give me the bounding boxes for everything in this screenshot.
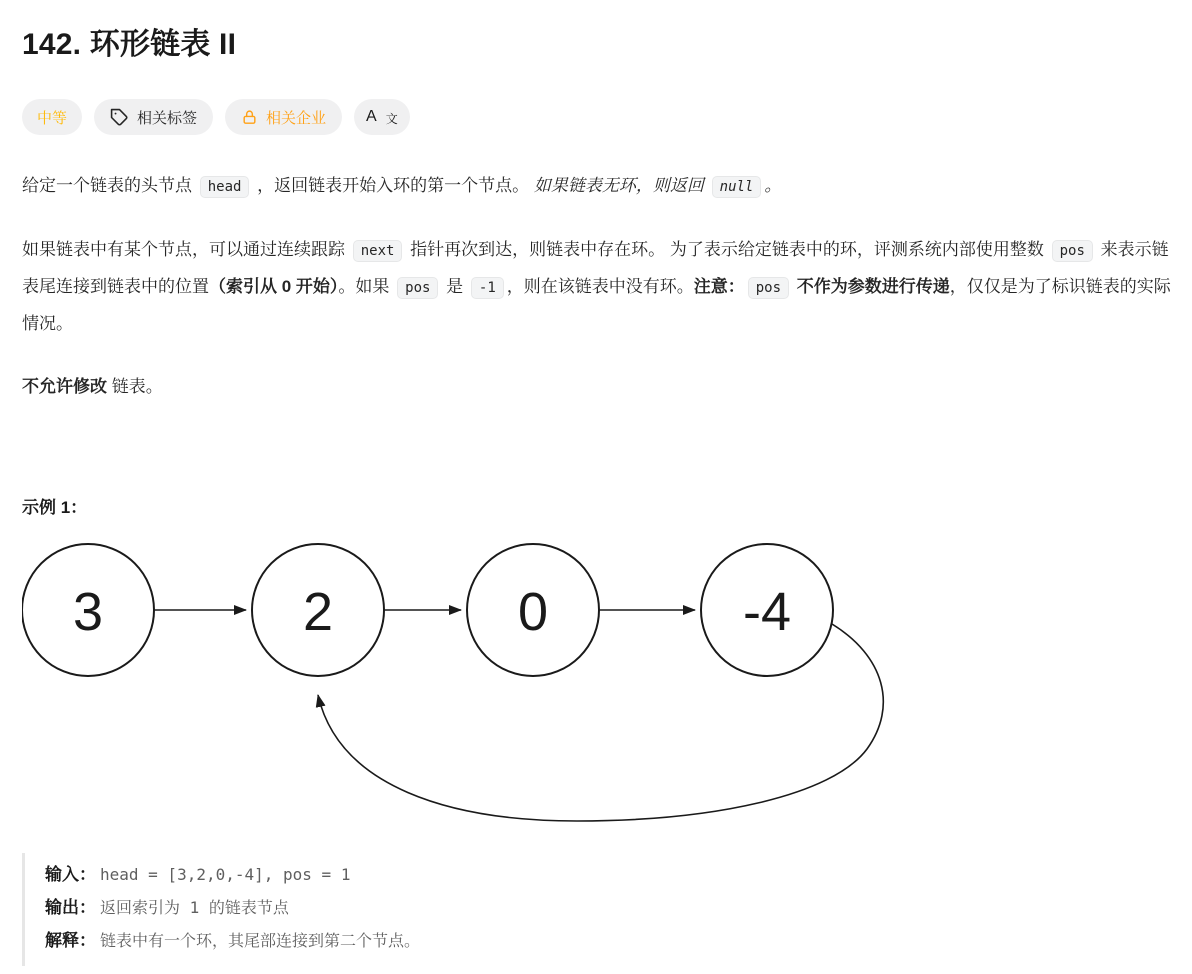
example-explanation-line [45,924,1172,957]
related-tags-badge[interactable] [94,99,213,135]
node-label-0: 3 [72,582,104,642]
font-toggle-icon: A [366,108,377,125]
paragraph-3: 不允许修改 链表。 [22,377,163,396]
lock-icon [241,109,258,126]
difficulty-label: 中等 [37,109,68,127]
output-value: 返回索引为 1 的链表节点 [100,898,289,917]
example-input-line [45,858,1172,891]
node-label-2: 0 [517,582,549,642]
paragraph-1: 给定一个链表的头节点 head ，返回链表开始入环的第一个节点。 如果链表无环，则返回 null 。 [22,168,1172,205]
example-1-block [22,853,1172,966]
page-title: 142. 环形链表 II [22,28,237,61]
linked-list-cycle-diagram [22,535,932,831]
difficulty-badge[interactable] [22,99,82,135]
example-1-heading: 示例 1： [22,498,88,517]
node-label-3: -4 [742,582,792,642]
related-tags-label: 相关标签 [137,109,198,127]
example-output-line [45,891,1172,924]
problem-statement [22,168,1172,404]
tag-icon [110,108,129,127]
input-value: head = [3,2,0,-4], pos = 1 [100,865,351,884]
node-label-1: 2 [302,582,334,642]
related-companies-label: 相关企业 [266,109,327,127]
font-size-toggle[interactable]: A 文 [354,99,410,135]
input-label: 输入： [45,865,96,884]
explanation-value: 链表中有一个环，其尾部连接到第二个节点。 [100,931,421,950]
paragraph-2: 如果链表中有某个节点，可以通过连续跟踪 next 指针再次到达，则链表中存在环。 为了表示给定链表中的环，评测系统内部使用整数 pos 来表示链表尾连接到链表中的位置（索引从 0 开始）。如果 pos 是 -1 ，则在该链表中没有环。注意： pos 不作为参数进行传递，仅仅是为了标识链表的实际情况。 [22,240,1171,333]
explanation-label: 解释： [45,931,96,950]
output-label: 输出： [45,898,96,917]
badge-row [22,99,1172,135]
related-companies-badge[interactable] [225,99,342,135]
